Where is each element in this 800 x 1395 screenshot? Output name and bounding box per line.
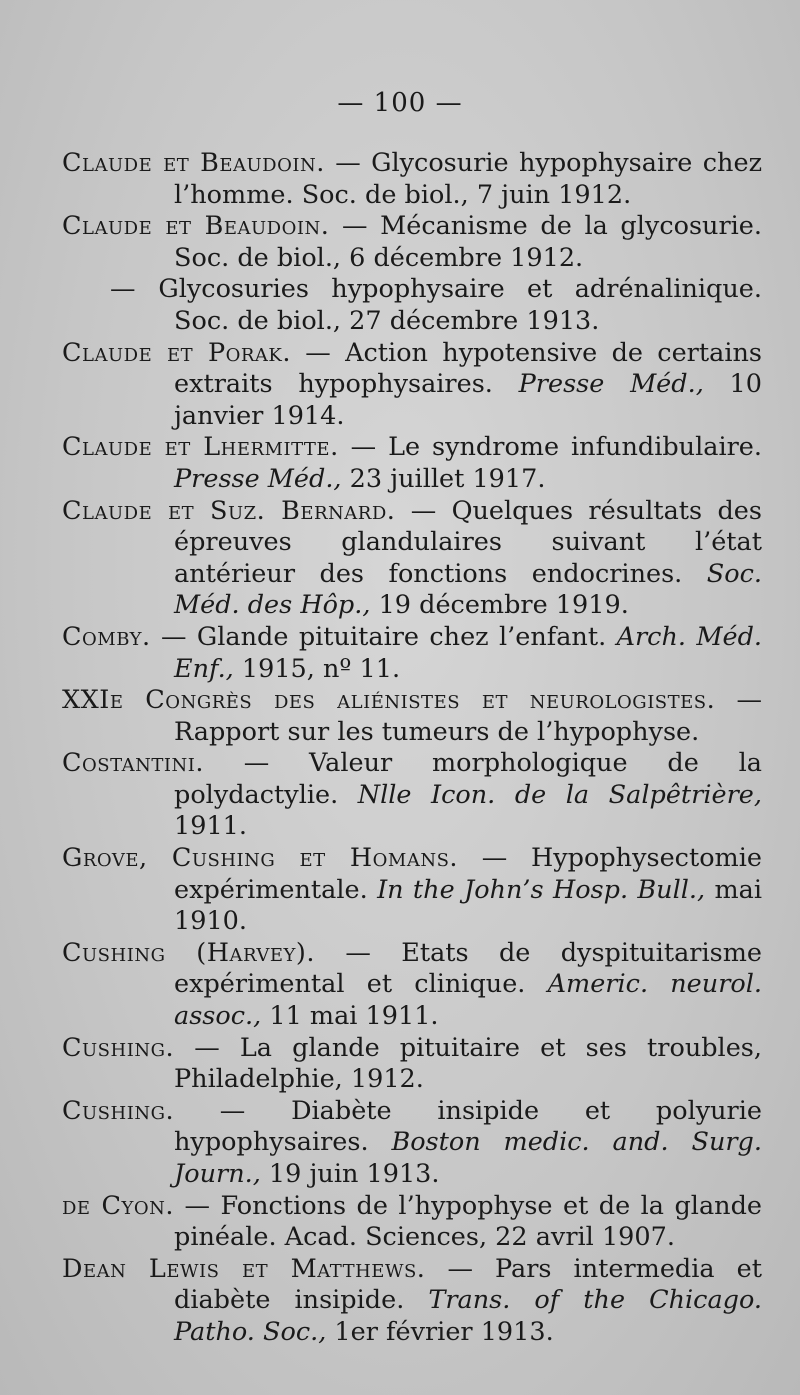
entry-author: Dean Lewis et Matthews. bbox=[62, 1253, 426, 1284]
entry-date: 19 décembre 1919. bbox=[370, 590, 629, 621]
entry-title: La glande pituitaire et ses troubles, Philadelphie, 1912. bbox=[174, 1032, 763, 1095]
entry-separator: — bbox=[174, 1190, 221, 1221]
entry-title: Pars intermedia et diabète insipide. bbox=[174, 1253, 762, 1316]
entry-separator: — bbox=[425, 1253, 495, 1284]
entry-separator: — bbox=[290, 337, 346, 368]
entry-author: Claude et Lhermitte. bbox=[62, 432, 339, 463]
entry-title: Etats de dyspituitarisme expérimental et clinique. bbox=[174, 937, 762, 1000]
bibliography-entry bbox=[62, 496, 762, 622]
bibliography-entry bbox=[62, 1191, 762, 1254]
entry-separator: — bbox=[150, 621, 197, 652]
bibliography-list bbox=[62, 148, 762, 1349]
entry-title: Glycosuries hypophysaire et adrénalinique. Soc. de biol., 27 décembre 1913. bbox=[158, 274, 762, 336]
entry-title: Diabète insipide et polyurie hypophysaires. bbox=[174, 1095, 762, 1158]
bibliography-entry bbox=[62, 338, 762, 433]
bibliography-entry bbox=[62, 685, 762, 748]
entry-separator: — bbox=[174, 1032, 240, 1063]
entry-title: Action hypotensive de certains extraits hypophysaires. bbox=[174, 337, 762, 400]
bibliography-entry bbox=[62, 1254, 762, 1349]
entry-separator: — bbox=[395, 495, 452, 526]
entry-source: Soc. Méd. des Hôp., bbox=[174, 558, 762, 621]
entry-author: Claude et Porak. bbox=[62, 337, 291, 368]
entry-title: Hypophysectomie expérimentale. bbox=[174, 843, 762, 905]
entry-date: 11 mai 1911. bbox=[261, 1001, 439, 1032]
bibliography-entry bbox=[62, 938, 762, 1033]
bibliography-entry bbox=[62, 274, 762, 337]
entry-separator: — bbox=[338, 432, 389, 463]
entry-separator: — bbox=[174, 1095, 292, 1126]
entry-author: de Cyon. bbox=[62, 1190, 175, 1221]
entry-date: mai 1910. bbox=[174, 874, 762, 937]
bibliography-entry bbox=[62, 843, 762, 938]
entry-separator: — bbox=[458, 843, 532, 874]
entry-author: Claude et Suz. Bernard. bbox=[62, 495, 396, 526]
entry-source: Americ. neurol. assoc., bbox=[174, 969, 762, 1032]
bibliography-entry bbox=[62, 1033, 762, 1096]
entry-source: Presse Méd., bbox=[518, 369, 704, 400]
entry-author: XXIe Congrès des aliénistes et neurologistes. bbox=[62, 685, 716, 716]
entry-date: 1er février 1913. bbox=[326, 1316, 554, 1347]
entry-separator: — bbox=[715, 685, 762, 716]
entry-title: Mécanisme de la glycosurie. Soc. de biol., 6 décembre 1912. bbox=[174, 211, 763, 273]
entry-author: Comby. bbox=[62, 621, 151, 652]
entry-separator: — bbox=[314, 937, 402, 968]
entry-title: Glycosurie hypophysaire chez l’homme. Soc. de biol., 7 juin 1912. bbox=[174, 148, 763, 210]
bibliography-entry bbox=[62, 432, 762, 495]
entry-author: — bbox=[110, 274, 136, 305]
entry-title: Rapport sur les tumeurs de l’hypophyse. bbox=[174, 716, 700, 747]
bibliography-entry bbox=[62, 1096, 762, 1191]
entry-title: Quelques résultats des épreuves glandulaires suivant l’état antérieur des fonctions endocrines. bbox=[174, 495, 762, 589]
entry-author: Grove, Cushing et Homans. bbox=[62, 843, 459, 874]
bibliography-entry bbox=[62, 622, 762, 685]
entry-separator: — bbox=[203, 748, 310, 779]
bibliography-entry bbox=[62, 211, 762, 274]
entry-date: 1915, nº 11. bbox=[233, 653, 401, 684]
bibliography-entry bbox=[62, 148, 762, 211]
page-number: — 100 — bbox=[337, 88, 463, 118]
entry-separator: — bbox=[324, 148, 372, 178]
entry-separator: — bbox=[329, 211, 381, 242]
entry-source: Arch. Méd. Enf., bbox=[174, 621, 763, 684]
entry-author: Cushing (Harvey). bbox=[62, 937, 315, 968]
entry-date: 10 janvier 1914. bbox=[174, 369, 762, 431]
bibliography-entry bbox=[62, 748, 762, 843]
entry-date: 1911. bbox=[174, 811, 248, 842]
entry-author: Cushing. bbox=[62, 1032, 175, 1063]
entry-date: 19 juin 1913. bbox=[260, 1159, 440, 1189]
entry-title: Glande pituitaire chez l’enfant. bbox=[196, 621, 617, 652]
entry-author: Claude et Beaudoin. bbox=[62, 148, 325, 178]
entry-source: Nlle Icon. de la Salpêtrière, bbox=[357, 779, 762, 810]
entry-author: Costantini. bbox=[62, 748, 204, 779]
entry-source: Boston medic. and. Surg. Journ., bbox=[174, 1127, 762, 1189]
entry-separator bbox=[136, 274, 158, 304]
entry-source: Presse Méd., bbox=[174, 463, 342, 494]
entry-title: Fonctions de l’hypophyse et de la glande pinéale. Acad. Sciences, 22 avril 1907. bbox=[174, 1190, 762, 1253]
entry-author: Claude et Beaudoin. bbox=[62, 211, 330, 242]
entry-title: Valeur morphologique de la polydactylie. bbox=[174, 748, 762, 810]
entry-source: In the John’s Hosp. Bull., bbox=[377, 874, 706, 905]
entry-title: Le syndrome infundibulaire. bbox=[388, 432, 762, 463]
entry-date: 23 juillet 1917. bbox=[341, 463, 546, 494]
entry-author: Cushing. bbox=[62, 1095, 175, 1126]
entry-source: Trans. of the Chicago. Patho. Soc., bbox=[174, 1285, 762, 1347]
